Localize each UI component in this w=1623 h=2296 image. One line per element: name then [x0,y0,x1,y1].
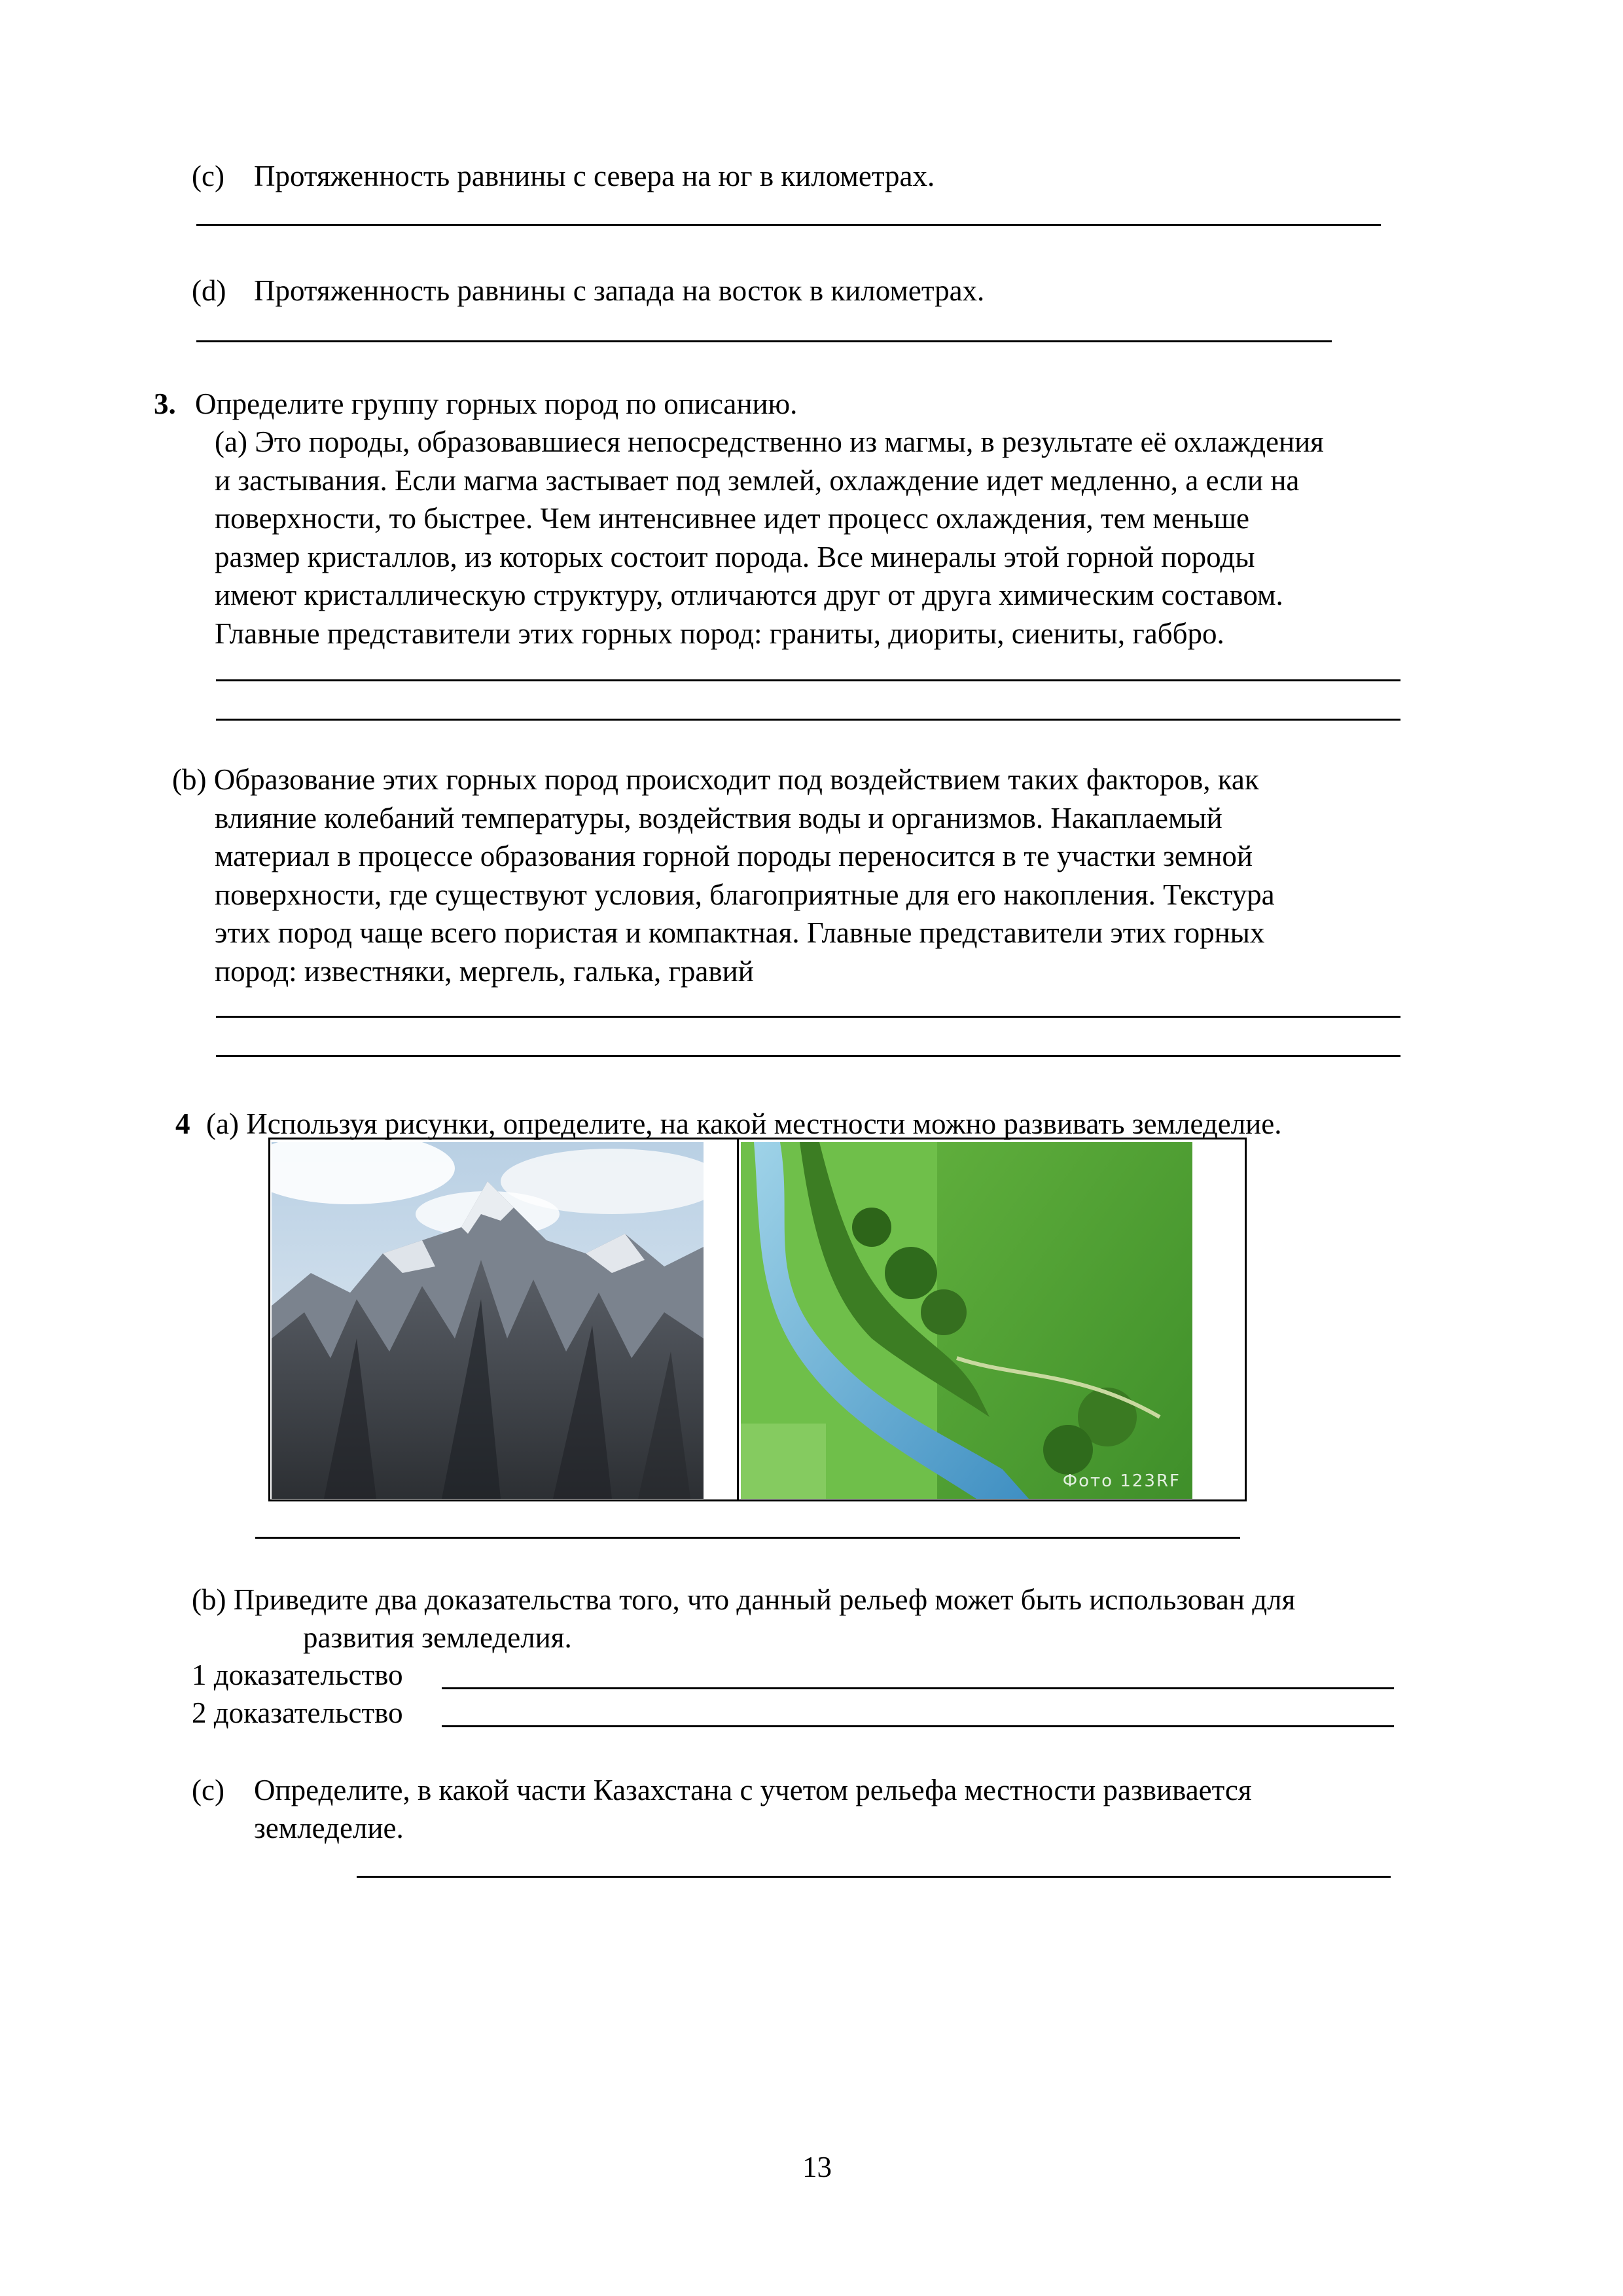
q4-number: 4 [175,1107,190,1140]
q3a-line: Главные представители этих горных пород: граниты, диориты, сиениты, габбро. [215,617,1224,650]
q3a-line: (a) Это породы, образовавшиеся непосредственно из магмы, в результате её охлаждения [215,425,1324,458]
q2d-answer-line[interactable] [196,340,1332,342]
mountain-photo-icon [272,1142,704,1499]
q3b-line: (b) Образование этих горных пород происходит под воздействием таких факторов, как [172,763,1259,796]
q3b-answer-line[interactable] [216,1055,1400,1057]
q3a-line: поверхности, то быстрее. Чем интенсивнее идет процесс охлаждения, тем меньше [215,502,1249,535]
photo-watermark: Фото 123RF [1062,1471,1181,1491]
photos-divider [737,1138,739,1501]
q2c-answer-line[interactable] [196,224,1381,226]
proof1-label: 1 доказательство [192,1659,403,1691]
page-number: 13 [802,2151,832,2183]
q4b-text-line1: (b) Приведите два доказательства того, что данный рельеф может быть использован для [192,1583,1296,1616]
q4c-label: (c) [192,1774,224,1806]
q2d-label: (d) [192,274,226,307]
q3b-line: поверхности, где существуют условия, благоприятные для его накопления. Текстура [215,878,1275,911]
q3a-answer-line[interactable] [216,679,1400,681]
q3-title: Определите группу горных пород по описанию. [195,387,798,420]
q3-number: 3. [154,387,176,420]
q3b-line: пород: известняки, мергель, галька, гравий [215,954,754,988]
proof1-answer-line[interactable] [442,1687,1394,1689]
q3a-line: и застывания. Если магма застывает под землей, охлаждение идет медленно, а если на [215,463,1300,497]
q3a-paragraph [215,423,1324,653]
q2d-text: Протяженность равнины с запада на восток в километрах. [254,274,985,307]
q3b-line: материал в процессе образования горной породы переносится в те участки земной [215,840,1253,872]
q2c-text: Протяженность равнины с севера на юг в километрах. [254,160,935,192]
q3b-line: влияние колебаний температуры, воздействия воды и организмов. Накаплаемый [215,801,1222,834]
q4b-text-line2: развития земледелия. [303,1621,572,1654]
q4a-answer-line[interactable] [255,1537,1240,1539]
q3b-answer-line[interactable] [216,1016,1400,1018]
q4c-text-line1: Определите, в какой части Казахстана с учетом рельефа местности развивается [254,1774,1252,1806]
q4a-text: (a) Используя рисунки, определите, на какой местности можно развивать земледелие. [206,1107,1282,1140]
q4c-answer-line[interactable] [357,1876,1391,1878]
proof2-label: 2 доказательство [192,1696,403,1729]
q2c-label: (c) [192,160,224,192]
river-valley-photo-icon [741,1142,1192,1499]
q3b-line: этих пород чаще всего пористая и компактная. Главные представители этих горных [215,916,1265,949]
q3a-line: имеют кристаллическую структуру, отличаются друг от друга химическим составом. [215,579,1283,611]
q3b-paragraph [172,761,1275,990]
q3a-answer-line[interactable] [216,719,1400,721]
proof2-answer-line[interactable] [442,1725,1394,1727]
q4c-text-line2: земледелие. [254,1812,404,1844]
q3a-line: размер кристаллов, из которых состоит порода. Все минералы этой горной породы [215,540,1255,573]
